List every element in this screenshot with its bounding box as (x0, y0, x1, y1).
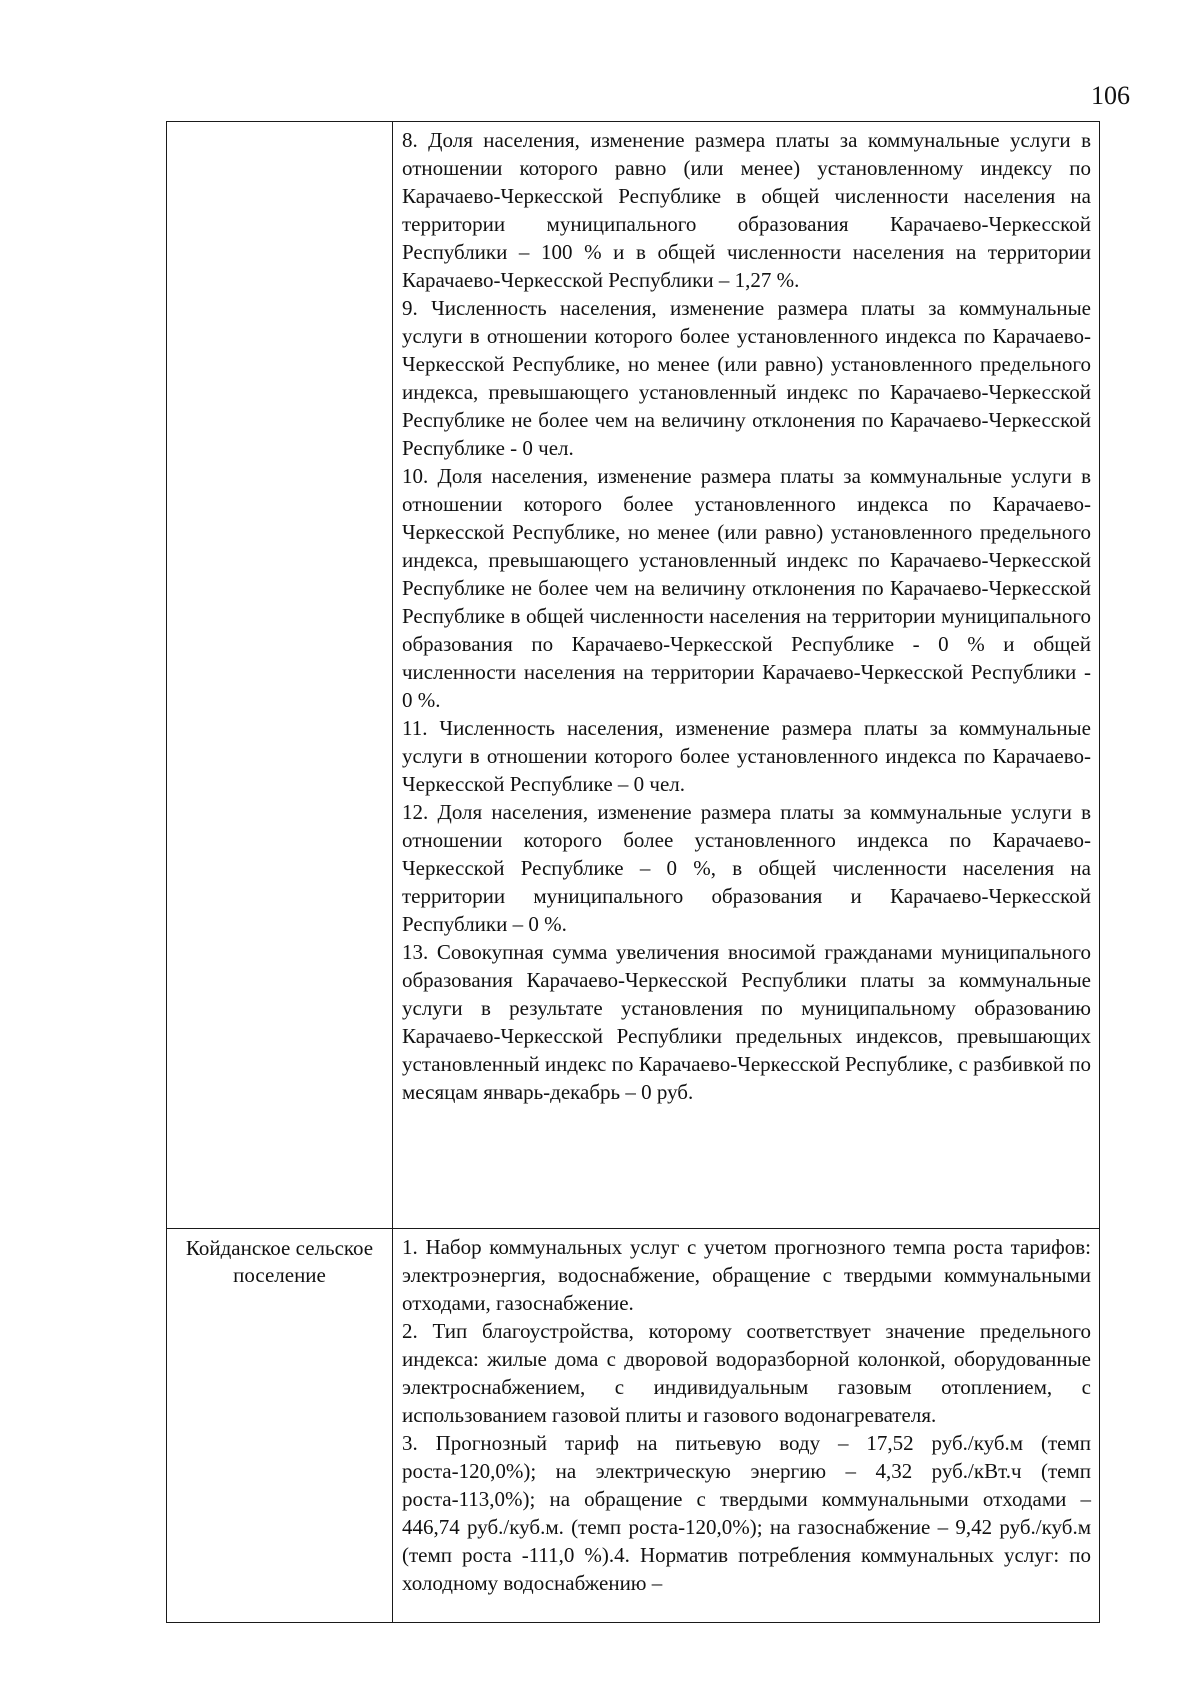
indicators-cell (393, 122, 1100, 1229)
table-row (167, 1229, 1100, 1623)
paragraph-item-3: 3. Прогнозный тариф на питьевую воду – 17,52 руб./куб.м (темп роста-120,0%); на электрическую энергию – 4,32 руб./кВт.ч (темп роста-113,0%); на обращение с твердыми коммунальными отходами – 446,74 руб./куб.м. (темп роста-120,0%); на газоснабжение – 9,42 руб./куб.м (темп роста -111,0 %).4. Норматив потребления коммунальных услуг: по холодному водоснабжению – (402, 1431, 1091, 1595)
paragraph-item-12: 12. Доля населения, изменение размера платы за коммунальные услуги в отношении которого более установленного индекса по Карачаево-Черкесской Республике – 0 %, в общей численности населения на территории муниципального образования и Карачаево-Черкесской Республики – 0 %. (402, 800, 1091, 936)
municipality-cell (167, 122, 393, 1229)
indicators-cell (393, 1229, 1100, 1623)
paragraph-item-10: 10. Доля населения, изменение размера платы за коммунальные услуги в отношении которого более установленного индекса по Карачаево-Черкесской Республике, но менее (или равно) установленного предельного индекса, превышающего установленный индекс по Карачаево-Черкесской Республике не более чем на величину отклонения по Карачаево-Черкесской Республике в общей численности населения на территории муниципального образования по Карачаево-Черкесской Республике - 0 % и общей численности населения на территории Карачаево-Черкесской Республики - 0 %. (402, 464, 1091, 712)
paragraph-item-2: 2. Тип благоустройства, которому соответствует значение предельного индекса: жилые дома с дворовой водоразборной колонкой, оборудованные электроснабжением, с индивидуальным газовым отоплением, с использованием газовой плиты и газового водонагревателя. (402, 1319, 1091, 1427)
municipality-cell: Койданское сельское поселение (167, 1229, 393, 1623)
paragraph-item-1: 1. Набор коммунальных услуг с учетом прогнозного темпа роста тарифов: электроэнергия, водоснабжение, обращение с твердыми коммунальными отходами, газоснабжение. (402, 1235, 1091, 1315)
paragraph-item-8: 8. Доля населения, изменение размера платы за коммунальные услуги в отношении которого равно (или менее) установленному индексу по Карачаево-Черкесской Республике в общей численности населения на территории муниципального образования Карачаево-Черкесской Республики – 100 % и в общей численности населения на территории Карачаево-Черкесской Республики – 1,27 %. (402, 128, 1091, 292)
table-row (167, 122, 1100, 1229)
document-table (166, 121, 1100, 1623)
page-number: 106 (1091, 81, 1130, 110)
paragraph-item-11: 11. Численность населения, изменение размера платы за коммунальные услуги в отношении которого более установленного индекса по Карачаево-Черкесской Республике – 0 чел. (402, 716, 1091, 796)
paragraph-item-13: 13. Совокупная сумма увеличения вносимой гражданами муниципального образования Карачаево-Черкесской Республики платы за коммунальные услуги в результате установления по муниципальному образованию Карачаево-Черкесской Республики предельных индексов, превышающих установленный индекс по Карачаево-Черкесской Республике, с разбивкой по месяцам январь-декабрь – 0 руб. (402, 940, 1091, 1104)
paragraph-item-9: 9. Численность населения, изменение размера платы за коммунальные услуги в отношении которого более установленного индекса по Карачаево-Черкесской Республике, но менее (или равно) установленного предельного индекса, превышающего установленный индекс по Карачаево-Черкесской Республике не более чем на величину отклонения по Карачаево-Черкесской Республике - 0 чел. (402, 296, 1091, 460)
